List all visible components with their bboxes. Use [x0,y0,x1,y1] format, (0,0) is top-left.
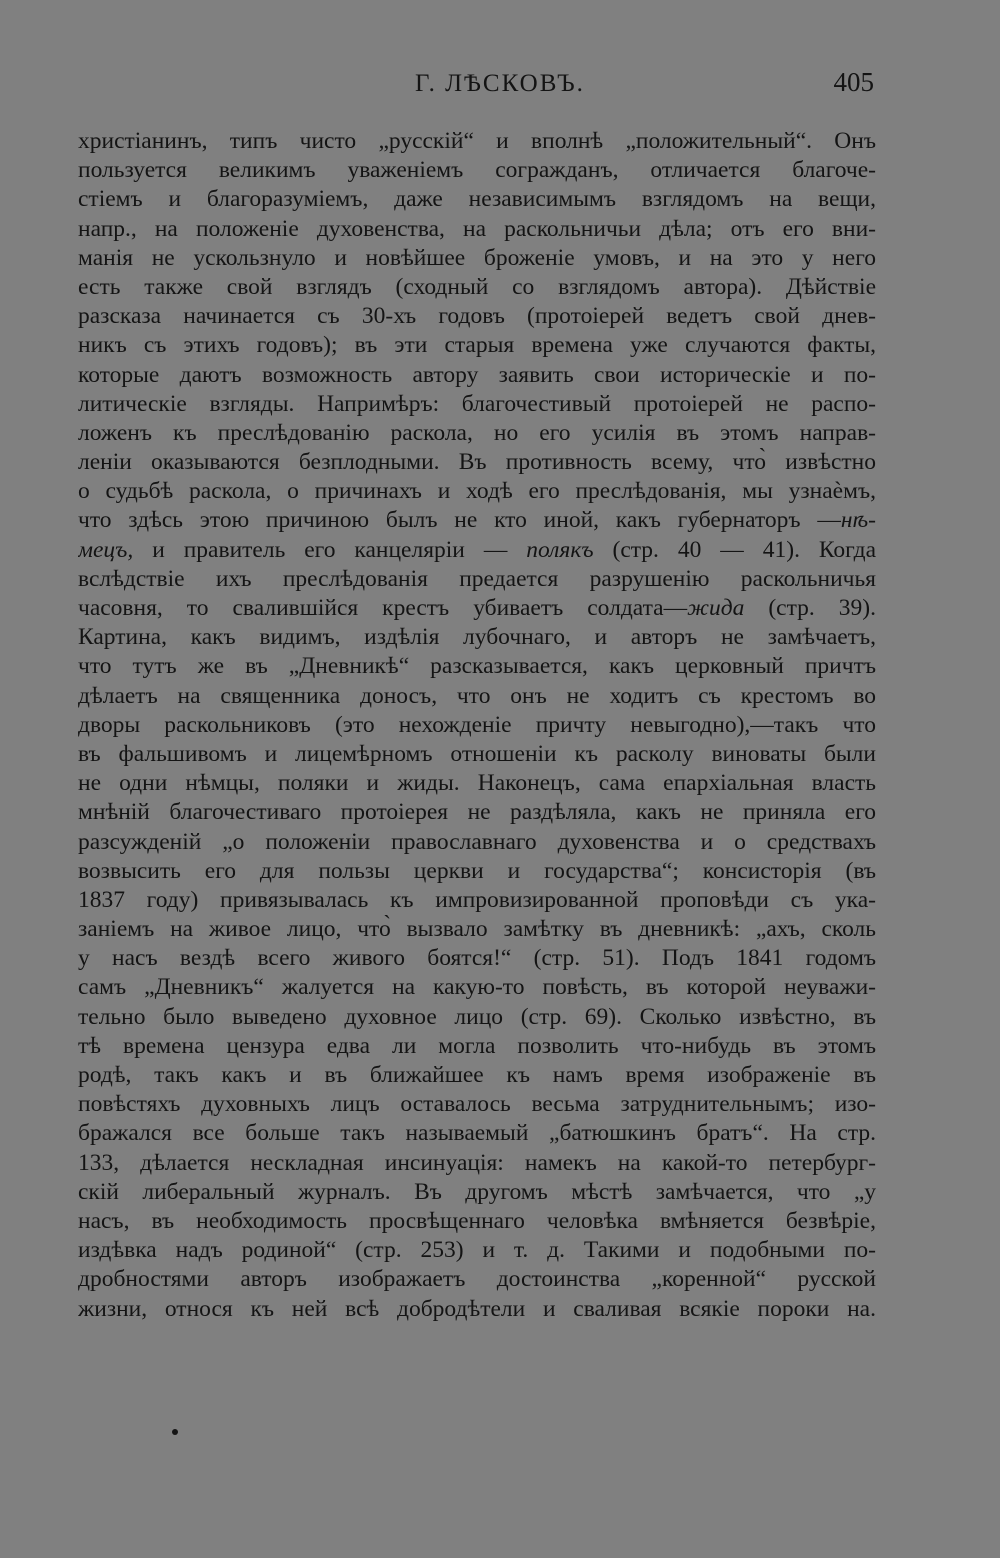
line-text: дѣлаетъ на священника доносъ, что онъ не ходитъ съ крестомъ во [78,682,876,709]
text-line [78,1178,876,1207]
text-line [78,682,876,711]
text-line [78,769,876,798]
line-text: дробностями авторъ изображаетъ достоинства „коренной“ русской [78,1266,876,1293]
line-text: есть также свой взглядъ (сходный со взглядомъ автора). Дѣйствіе [78,273,876,300]
line-text: 1837 году) привязывалась къ импровизированной проповѣди съ ука- [78,886,876,913]
text-line [78,1295,876,1324]
text-line [78,623,876,652]
text-line [78,944,876,973]
running-header: Г. ЛѢСКОВЪ. [415,70,585,97]
line-text: въ фальшивомъ и лицемѣрномъ отношеніи къ расколу виноваты были [78,740,876,767]
line-text: разсужденій „о положеніи православнаго духовенства и о средствахъ [78,828,876,855]
line-text: о судьбѣ раскола, о причинахъ и ходѣ его преслѣдованія, мы узнаѐмъ, [78,478,876,505]
text-line [78,448,876,477]
line-text: вслѣдствіе ихъ преслѣдованія предается разрушенію раскольничья [78,565,876,592]
text-line [78,536,876,565]
text-line [78,215,876,244]
line-text: не одни нѣмцы, поляки и жиды. Наконецъ, сама епархіальная власть [78,770,876,797]
text-line [78,1207,876,1236]
line-text: которые даютъ возможность автору заявить свои историческіе и по- [78,361,876,388]
line-text: возвысить его для пользы церкви и государства“; консисторія (въ [78,857,876,884]
line-text: дворы раскольниковъ (это нехожденіе причту невыгодно),—такъ что [78,711,876,738]
text-line [78,740,876,769]
text-line [78,244,876,273]
text-line [78,506,876,535]
italic-span: мецъ, [78,536,134,563]
line-text: самъ „Дневникъ“ жалуется на какую-то повѣсть, въ которой неуважи- [78,974,876,1001]
line-text: заніемъ на живое лицо, что̀ вызвало замѣтку въ дневникѣ: „ахъ, сколь [78,916,876,943]
italic-span: жида [687,595,745,621]
page-number: 405 [833,67,874,97]
line-text: мнѣній благочестиваго протоіерея не раздѣляла, какъ не приняла его [78,799,876,826]
text-line [78,1119,876,1148]
line-text: и правитель его канцеляріи — [133,536,527,563]
line-text: напр., на положеніе духовенства, на раскольничьи дѣла; отъ его вни- [78,215,876,242]
text-line [78,185,876,214]
text-line [78,331,876,360]
text-line [78,302,876,331]
line-text-tail: (стр. 39). [744,595,876,621]
text-line [78,1003,876,1032]
text-line [78,419,876,448]
text-line [78,973,876,1002]
line-text: бражался все больше такъ называемый „батюшкинъ братъ“. На стр. [78,1120,876,1147]
text-line [78,1149,876,1178]
text-line [78,594,876,623]
line-text: часовня, то свалившійся крестъ убиваетъ солдата— [78,595,688,621]
italic-span: нѣ- [840,507,876,534]
text-line [78,828,876,857]
text-line [78,1032,876,1061]
line-text: леніи оказываются безплодными. Въ противность всему, что̀ извѣстно [78,449,876,476]
line-text: что здѣсь этою причиною былъ не кто иной, какъ губернаторъ — [78,507,841,534]
line-text: литическіе взгляды. Напримѣръ: благочестивый протоіерей не распо- [78,390,876,417]
text-line [78,1061,876,1090]
text-line [78,127,876,156]
text-line [78,156,876,185]
line-text: ложенъ къ преслѣдованію раскола, но его усилія въ этомъ направ- [78,419,876,446]
text-line [78,1265,876,1294]
line-text: издѣвка надъ родиной“ (стр. 253) и т. д. Такими и подобными по- [78,1237,876,1264]
text-line [78,886,876,915]
text-line [78,273,876,302]
line-text: пользуется великимъ уваженіемъ согражданъ, отличается благоче- [78,157,876,184]
line-text: у насъ вездѣ всего живого боятся!“ (стр. 51). Подъ 1841 годомъ [78,945,876,972]
text-line [78,1236,876,1265]
text-line [78,915,876,944]
line-text: стіемъ и благоразуміемъ, даже независимымъ взглядомъ на вещи, [78,186,876,213]
line-text: христіанинъ, типъ чисто „русскій“ и вполнѣ „положительный“. Онъ [78,128,876,154]
text-line [78,711,876,740]
line-text-tail: (стр. 40 — 41). Когда [593,536,876,563]
ink-dot-mark [172,1429,178,1435]
line-text: родѣ, такъ какъ и въ ближайшее къ намъ время изображеніе въ [78,1062,876,1088]
text-line [78,361,876,390]
line-text: разсказа начинается съ 30-хъ годовъ (протоіерей ведетъ свой днев- [78,303,876,330]
line-text: Картина, какъ видимъ, издѣлія лубочнаго, и авторъ не замѣчаетъ, [78,624,876,651]
text-line [78,857,876,886]
line-text: жизни, относя къ ней всѣ добродѣтели и сваливая всякіе пороки на. [78,1295,876,1322]
line-text: 133, дѣлается нескладная инсинуація: намекъ на какой-то петербург- [78,1149,876,1176]
line-text: что тутъ же въ „Дневникѣ“ разсказывается, какъ церковный причтъ [78,653,876,680]
italic-span: полякъ [526,536,594,563]
line-text: скій либеральный журналъ. Въ другомъ мѣстѣ замѣчается, что „у [78,1178,876,1205]
text-line [78,652,876,681]
line-text: насъ, въ необходимость просвѣщеннаго человѣка вмѣняется безвѣріе, [78,1207,876,1234]
text-line [78,477,876,506]
text-line [78,565,876,594]
text-line [78,1090,876,1119]
line-text: тѣ времена цензура едва ли могла позволить что-нибудь въ этомъ [78,1032,876,1059]
line-text: никъ съ этихъ годовъ); въ эти старыя времена уже случаются факты, [78,332,876,359]
text-line [78,390,876,419]
line-text: повѣстяхъ духовныхъ лицъ оставалось весьма затруднительнымъ; изо- [78,1091,876,1118]
line-text: тельно было выведено духовное лицо (стр. 69). Сколько извѣстно, въ [78,1003,876,1030]
line-text: манія не ускользнуло и новѣйшее броженіе умовъ, и на это у него [78,244,876,271]
body-text [78,127,876,1324]
text-line [78,798,876,827]
